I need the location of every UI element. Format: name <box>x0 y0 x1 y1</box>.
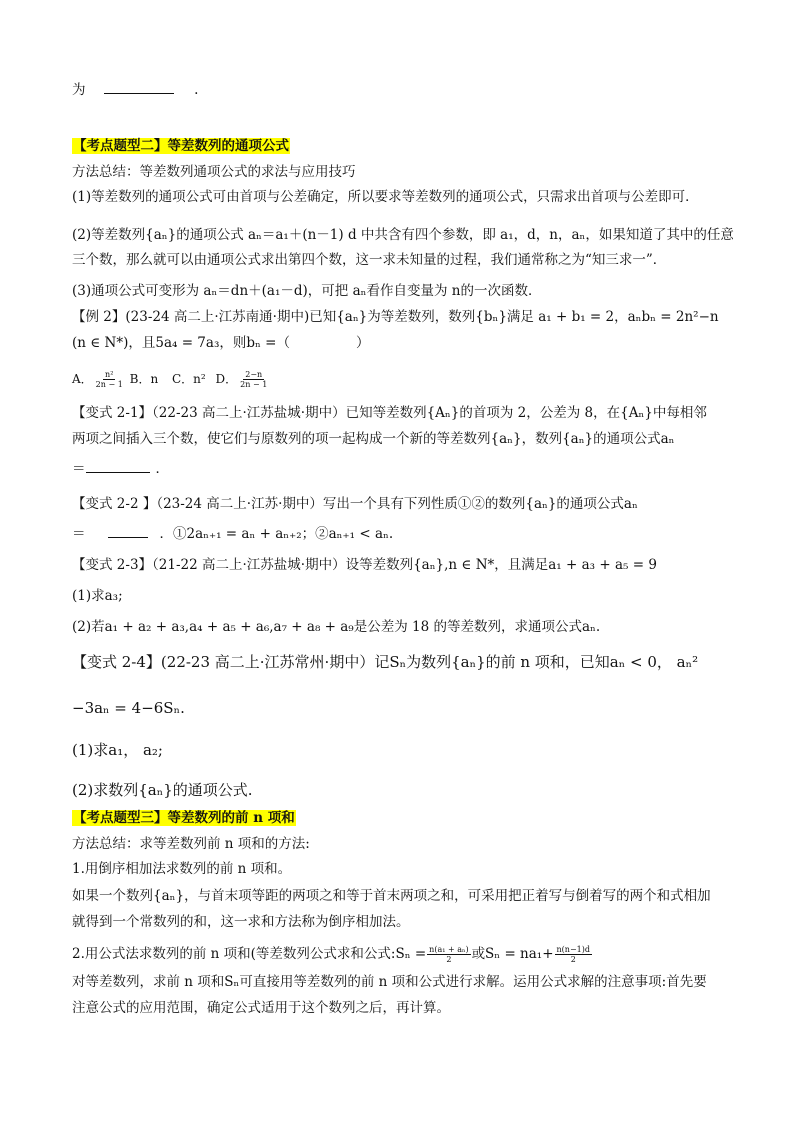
option-b: B．n <box>129 372 162 386</box>
variant-2-4-line-2: −3aₙ = 4−6Sₙ. <box>72 699 185 717</box>
option-d: D． $\frac{2-n}{2n - 1}$ <box>215 370 268 389</box>
section-2-point-3: (3)通项公式可变形为 aₙ＝dn＋(a₁－d)，可把 aₙ看作自变量为 n的一次函数． <box>72 283 542 299</box>
variant-2-4-line-3: (1)求a₁， a₂; <box>72 741 163 759</box>
variant-2-3-line-2: (1)求a₃; <box>72 588 123 604</box>
variant-2-3-line-3: (2)若a₁ + a₂ + a₃,a₄ + a₅ + a₆,a₇ + a₈ + a₉是公差为 18 的等差数列，求通项公式aₙ. <box>72 619 601 635</box>
sum-formula-2: $\frac{n(n-1)d}{2}$ <box>556 945 590 964</box>
variant-2-1-line-1: 【变式 2-1】（22-23 高二上·江苏盐城·期中）已知等差数列{Aₙ}的首项为 2，公差为 8，在{Aₙ}中每相邻 <box>72 405 707 421</box>
variant-2-4-line-4: (2)求数列{aₙ}的通项公式. <box>72 781 253 799</box>
example-2-line-2: (n ∈ N*)，且5a₄ = 7a₃，则bₙ =（ ） <box>72 335 370 351</box>
section-2-point-2a: (2)等差数列{aₙ}的通项公式 aₙ＝a₁＋(n－1) d 中共含有四个参数，即 a₁，d，n，aₙ，如果知道了其中的任意 <box>72 227 734 243</box>
example-2-line-1: 【例 2】(23-24 高二上·江苏南通·期中)已知{aₙ}为等差数列，数列{bₙ}满足 a₁ + b₁ = 2，aₙbₙ = 2n²−n <box>72 309 719 325</box>
sum-formula-1: $\frac{\text{n(a₁ + aₙ)}}{2}$ <box>429 945 469 964</box>
section-3-method: 方法总结：求等差数列前 n 项和的方法: <box>72 836 310 852</box>
section-2-title: 【考点题型二】等差数列的通项公式 <box>73 138 289 154</box>
example-2-options <box>72 369 270 389</box>
section-3-point-4a: 对等差数列，求前 n 项和Sₙ可直接用等差数列的前 n 项和公式进行求解。运用公式求解的注意事项:首先要 <box>72 974 707 990</box>
section-3-point-3: 2.用公式法求数列的前 n 项和(等差数列公式求和公式:Sₙ = $\frac{\text{n(a₁ + aₙ)}}{2}$ 或Sₙ = na₁+ $\frac{n(n-1)d}{2}$ <box>72 945 590 964</box>
variant-2-3-line-1: 【变式 2-3】（21-22 高二上·江苏盐城·期中）设等差数列{aₙ},n ∈ N*，且满足a₁ + a₃ + a₅ = 9 <box>72 557 657 573</box>
option-a: A． $\frac{\text{n²}}{2n - 1}$ <box>72 370 123 389</box>
variant-2-1-line-2: 两项之间插入三个数，使它们与原数列的项一起构成一个新的等差数列{aₙ}，数列{aₙ}的通项公式aₙ <box>72 431 675 447</box>
section-3-point-1: 1.用倒序相加法求数列的前 n 项和。 <box>72 861 292 877</box>
variant-2-2-line-2: ＝ ．①2aₙ₊₁ = aₙ + aₙ₊₂；②aₙ₊₁ < aₙ. <box>72 526 394 542</box>
section-3-point-2a: 如果一个数列{aₙ}，与首末项等距的两项之和等于首末两项之和，可采用把正着写与倒着写的两个和式相加 <box>72 888 711 904</box>
variant-2-2-line-1: 【变式 2-2 】（23-24 高二上·江苏·期中）写出一个具有下列性质①②的数列{aₙ}的通项公式aₙ <box>72 496 638 512</box>
option-c: C．n² <box>172 372 210 386</box>
variant-2-4-line-1: 【变式 2-4】(22-23 高二上·江苏常州·期中）记Sₙ为数列{aₙ}的前 n 项和，已知aₙ < 0， aₙ² <box>72 653 699 671</box>
variant-2-1-line-3: ＝ ． <box>72 461 169 477</box>
answer-blank <box>104 80 174 94</box>
section-3-point-2b: 就得到一个常数列的和，这一求和方法称为倒序相加法。 <box>72 914 410 930</box>
section-3-title: 【考点题型三】等差数列的前 n 项和 <box>73 810 295 826</box>
answer-line: 为 . <box>72 82 199 98</box>
section-3-point-4b: 注意公式的应用范围，确定公式适用于这个数列之后，再计算。 <box>72 1000 450 1016</box>
section-2-method: 方法总结：等差数列通项公式的求法与应用技巧 <box>72 164 356 180</box>
section-2-point-2b: 三个数，那么就可以由通项公式求出第四个数，这一求未知量的过程，我们通常称之为“知三求一”． <box>72 252 667 268</box>
section-2-point-1: (1)等差数列的通项公式可由首项与公差确定，所以要求等差数列的通项公式，只需求出首项与公差即可． <box>72 189 699 205</box>
